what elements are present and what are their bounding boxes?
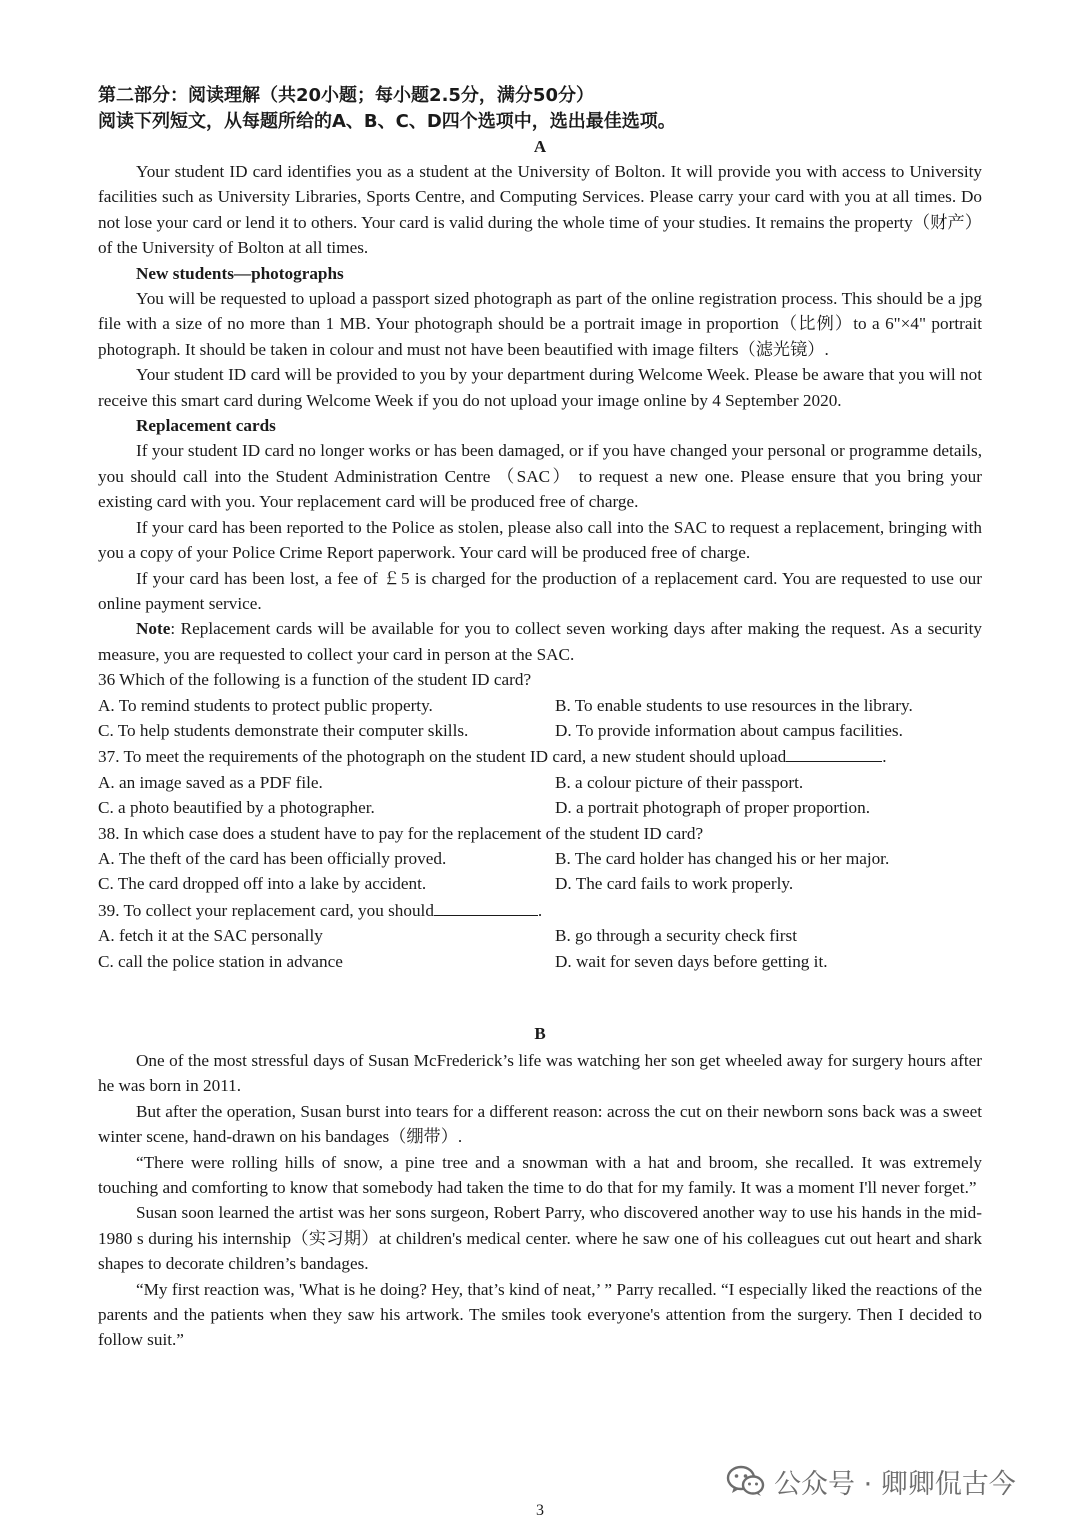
option-d: D. a portrait photograph of proper proportion. xyxy=(555,798,871,818)
stem-end: . xyxy=(882,747,887,767)
paragraph: If your card has been reported to the Police as stolen, please also call into the SAC to request a replacement, bringing with you a copy of your Police Crime Report paperwork. Your card will be produced free of charge. xyxy=(98,517,982,563)
watermark xyxy=(726,1461,1016,1501)
option-c: C. a photo beautified by a photographer. xyxy=(98,798,375,818)
option-d: D. The card fails to work properly. xyxy=(555,874,794,894)
option-c: C. To help students demonstrate their computer skills. xyxy=(98,720,469,740)
subheading-replacement-cards: Replacement cards xyxy=(136,416,276,436)
paragraph: You will be requested to upload a passport sized photograph as part of the online registration process. This should be a jpg file with a size of no more than 1 MB. Your photograph should be a portrait image in proportion（比例）to a 6"×4" portrait photograph. It should be taken in colour and must not have been beautified with image filters（滤光镜）. xyxy=(98,289,982,359)
section-header: 第二部分：阅读理解（共20小题；每小题2.5分，满分50分） xyxy=(98,85,594,106)
answer-blank xyxy=(434,897,538,916)
option-d: D. To provide information about campus facilities. xyxy=(555,720,903,740)
question-stem-wrap xyxy=(98,743,982,769)
passage-b-label: B xyxy=(534,1024,546,1043)
option-c: C. The card dropped off into a lake by accident. xyxy=(98,874,427,894)
question-37 xyxy=(98,743,982,820)
option-a: A. fetch it at the SAC personally xyxy=(98,926,323,946)
question-stem: 37. To meet the requirements of the photograph on the student ID card, a new student should upload xyxy=(98,747,787,767)
paragraph: Your student ID card identifies you as a student at the University of Bolton. It will provide you with access to University facilities such as University Libraries, Sports Centre, and Computing Services. Please carry your card with you at all times. Do not lose your card or lend it to others. Your card is valid during the whole time of your studies. It remains the property（财产）of the University of Bolton at all times. xyxy=(98,162,982,258)
paragraph: If your card has been lost, a fee of ￡5 is charged for the production of a replacement card. You are requested to use our online payment service. xyxy=(98,568,982,613)
option-b: B. To enable students to use resources in the library. xyxy=(555,695,913,715)
passage-a xyxy=(98,159,982,974)
section-instructions: 阅读下列短文，从每题所给的A、B、C、D四个选项中，选出最佳选项。 xyxy=(98,111,676,132)
option-a: A. The theft of the card has been officially proved. xyxy=(98,848,447,868)
question-stem: 36 Which of the following is a function of the student ID card? xyxy=(98,670,532,690)
question-stem: 39. To collect your replacement card, you should xyxy=(98,900,434,920)
question-stem: 38. In which case does a student have to pay for the replacement of the student ID card? xyxy=(98,823,704,843)
passage-b xyxy=(98,1048,982,1353)
answer-blank xyxy=(786,743,882,762)
page-number: 3 xyxy=(536,1502,544,1519)
paragraph: “My first reaction was, 'What is he doing? Hey, that’s kind of neat,’ ” Parry recalled. “I especially liked the reactions of the parents and the patients when they saw his artwork. The smiles took everyone's attention from the surgery. Then I decided to follow suit.” xyxy=(98,1279,982,1350)
question-stem-wrap xyxy=(98,897,982,923)
watermark-text: 公众号 · 卿卿侃古今 xyxy=(774,1468,1016,1500)
note-paragraph xyxy=(98,616,982,667)
paragraph: One of the most stressful days of Susan McFrederick’s life was watching her son get wheeled away for surgery hours after he was born in 2011. xyxy=(98,1051,982,1096)
wechat-icon xyxy=(726,1464,766,1498)
question-39 xyxy=(98,897,982,974)
option-c: C. call the police station in advance xyxy=(98,951,343,971)
question-38 xyxy=(98,821,982,897)
note-label: Note xyxy=(136,619,171,639)
paragraph: Susan soon learned the artist was her sons surgeon, Robert Parry, who discovered another way to use his hands in the mid-1980 s during his internship（实习期）at children's medical center. where he saw one of his colleagues cut out heart and shark shapes to decorate children’s bandages. xyxy=(98,1203,982,1274)
option-b: B. go through a security check first xyxy=(555,926,797,946)
option-d: D. wait for seven days before getting it. xyxy=(555,951,828,971)
option-b: B. The card holder has changed his or her major. xyxy=(555,848,890,868)
option-a: A. To remind students to protect public property. xyxy=(98,695,433,715)
option-b: B. a colour picture of their passport. xyxy=(555,772,804,792)
passage-a-label: A xyxy=(533,137,547,156)
subheading-photographs: New students—photographs xyxy=(136,263,344,283)
option-a: A. an image saved as a PDF file. xyxy=(98,772,323,792)
question-36 xyxy=(98,667,982,743)
paragraph: If your student ID card no longer works or has been damaged, or if you have changed your personal or programme details, you should call into the Student Administration Centre （SAC） to request a new one. Please ensure that you bring your existing card with you. Your replacement card will be produced free of charge. xyxy=(98,441,982,512)
paragraph: But after the operation, Susan burst into tears for a different reason: across the cut on their newborn sons back was a sweet winter scene, hand-drawn on his bandages（绷带）. xyxy=(98,1101,982,1147)
paragraph: “There were rolling hills of snow, a pine tree and a snowman with a hat and broom, she recalled. It was extremely touching and comforting to know that somebody had taken the time to do that for my family. It was a moment I'll never forget.” xyxy=(98,1152,982,1198)
paragraph: Your student ID card will be provided to you by your department during Welcome Week. Please be aware that you will not receive this smart card during Welcome Week if you do not upload your image online by 4 September 2020. xyxy=(98,365,982,410)
stem-end: . xyxy=(537,900,543,920)
note-text: : Replacement cards will be available for you to collect seven working days after making the request. As a security measure, you are requested to collect your card in person at the SAC. xyxy=(98,619,982,664)
